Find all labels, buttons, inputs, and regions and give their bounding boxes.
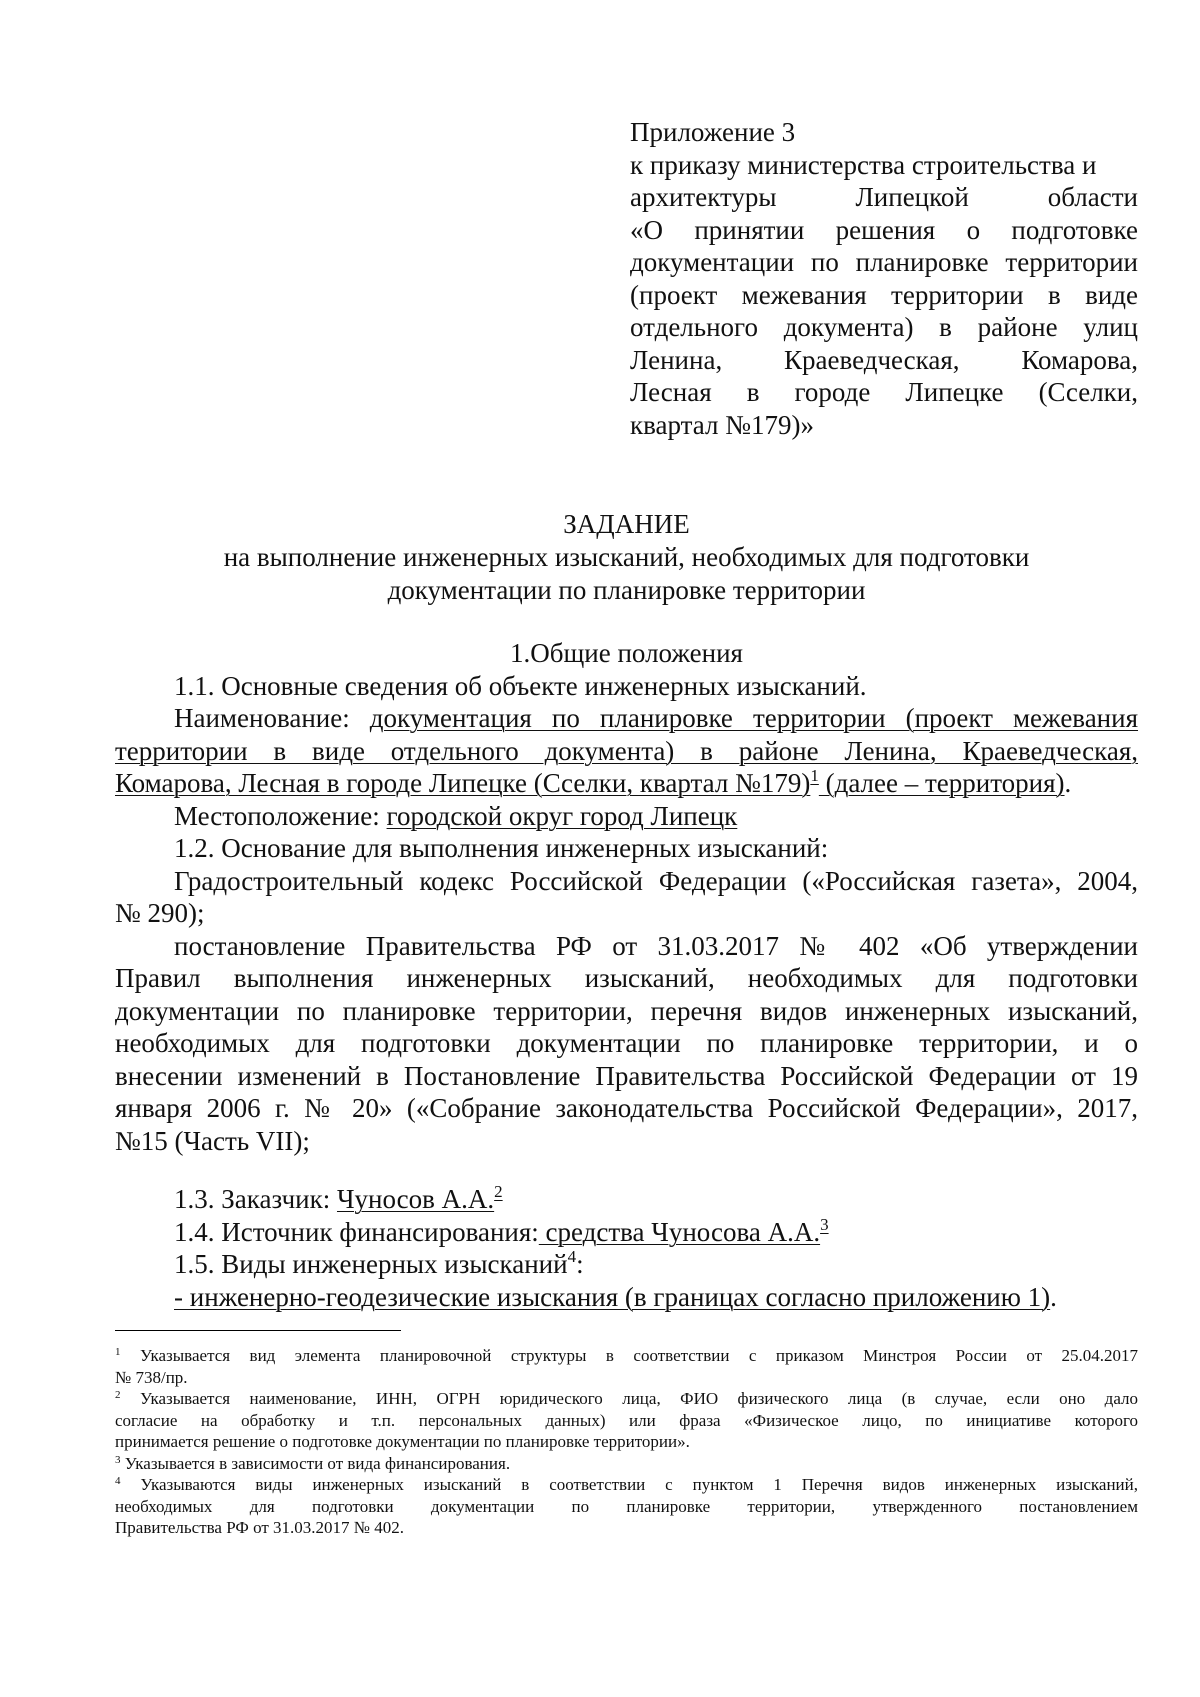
basis-line: января 2006 г. № 20» («Собрание законодательства Российской Федерации», 2017, <box>115 1093 1138 1123</box>
appendix-line: Лесная в городе Липецке (Сселки, <box>630 377 1138 407</box>
clause-1-5 <box>115 1248 1138 1281</box>
appendix-block <box>630 116 1138 441</box>
customer-value: Чуносов А.А. <box>336 1184 495 1214</box>
name-line <box>115 767 1138 800</box>
name-label: Наименование: <box>174 703 370 733</box>
appendix-line: архитектуры Липецкой области <box>630 182 1138 212</box>
clause-1-3 <box>115 1183 1138 1216</box>
name-line: территории в виде отдельного документа) в районе Ленина, Краеведческая, <box>115 735 1138 766</box>
basis-line: постановление Правительства РФ от 31.03.2017 № 402 «Об утверждении <box>174 930 1138 961</box>
footnotes <box>115 1345 1138 1539</box>
name-value: Комарова, Лесная в городе Липецке (Сселки, квартал №179) <box>115 768 811 798</box>
appendix-line: документации по планировке территории <box>630 247 1138 277</box>
section-body <box>115 637 1138 1313</box>
customer-label: 1.3. Заказчик: <box>174 1184 337 1214</box>
footnote-ref: 1 <box>810 766 819 785</box>
clause-1-2: 1.2. Основание для выполнения инженерных изысканий: <box>174 833 829 863</box>
footnote-line: необходимых для подготовки документации по планировке территории, утвержденного постановлением <box>115 1496 1138 1516</box>
footnote-separator <box>115 1330 401 1331</box>
basis-line: Правил выполнения инженерных изысканий, необходимых для подготовки <box>115 963 1138 993</box>
location-line <box>115 800 1138 833</box>
appendix-line: Ленина, Краеведческая, Комарова, <box>630 344 1138 375</box>
name-value: документация по планировке территории (проект межевания <box>369 703 1139 733</box>
footnote-text: Указываются виды инженерных изысканий в соответствии с пунктом 1 Перечня видов инженерных изысканий, <box>120 1475 1138 1494</box>
footnote-line <box>115 1474 1138 1496</box>
basis-line: Градостроительный кодекс Российской Федерации («Российская газета», 2004, <box>174 865 1138 896</box>
survey-item <box>115 1281 1138 1314</box>
clause-1-4 <box>115 1216 1138 1249</box>
document-subtitle: на выполнение инженерных изысканий, необходимых для подготовки <box>223 542 1030 572</box>
footnote-text: Указывается в зависимости от вида финансирования. <box>120 1453 511 1473</box>
appendix-line: к приказу министерства строительства и <box>630 149 1097 180</box>
footnote-text: Указывается вид элемента планировочной структуры в соответствии с приказом Минстроя России от 25.04.2017 <box>120 1346 1138 1365</box>
basis-line: необходимых для подготовки документации по планировке территории, и о <box>115 1028 1138 1058</box>
footnote-number: 1 <box>115 1346 121 1358</box>
footnote-ref: 4 <box>567 1247 577 1266</box>
location-label: Местоположение: <box>174 800 387 831</box>
funding-value: средства Чуносова А.А. <box>538 1216 821 1247</box>
survey-item-text: - инженерно-геодезические изыскания (в границах согласно приложению 1) <box>174 1281 1051 1312</box>
basis-line: документации по планировке территории, перечня видов инженерных изысканий, <box>115 995 1138 1026</box>
footnote-line <box>115 1345 1138 1367</box>
footnote-number: 4 <box>115 1475 121 1487</box>
footnote-number: 2 <box>115 1389 121 1401</box>
basis-line: внесении изменений в Постановление Правительства Российской Федерации от 19 <box>115 1060 1138 1091</box>
footnote-line: Правительства РФ от 31.03.2017 № 402. <box>115 1518 404 1537</box>
location-value: городской округ город Липецк <box>386 800 738 831</box>
name-line <box>115 702 1138 735</box>
footnote-ref: 2 <box>494 1182 503 1201</box>
footnote-line <box>115 1388 1138 1410</box>
footnote-line: принимается решение о подготовке документации по планировке территории». <box>115 1432 690 1451</box>
document-subtitle: документации по планировке территории <box>387 575 866 605</box>
basis-line: №15 (Часть VII); <box>115 1125 310 1156</box>
clause-1-1: 1.1. Основные сведения об объекте инженерных изысканий. <box>174 670 867 701</box>
footnote-line <box>115 1453 1138 1475</box>
footnote-text: Указывается наименование, ИНН, ОГРН юридического лица, ФИО физического лица (в случае, если оно дало <box>120 1389 1138 1408</box>
appendix-line: отдельного документа) в районе улиц <box>630 312 1138 342</box>
appendix-line: «О принятии решения о подготовке <box>630 214 1138 245</box>
punct: . <box>1050 1281 1057 1312</box>
spacer <box>115 1157 1138 1183</box>
appendix-line: Приложение 3 <box>630 117 796 147</box>
name-value: (далее – территория) <box>818 768 1065 798</box>
survey-types-label: 1.5. Виды инженерных изысканий <box>174 1249 568 1279</box>
footnote-line: согласие на обработку и т.п. персональных данных) или фраза «Физическое лицо, по инициативе которого <box>115 1410 1138 1430</box>
footnote-number: 3 <box>115 1453 121 1466</box>
appendix-line: (проект межевания территории в виде <box>630 279 1138 310</box>
appendix-line: квартал №179)» <box>630 409 814 440</box>
footnote-line: № 738/пр. <box>115 1367 188 1387</box>
punct: . <box>1064 768 1072 798</box>
funding-label: 1.4. Источник финансирования: <box>174 1216 539 1247</box>
footnote-ref: 3 <box>820 1214 829 1234</box>
section-heading: 1.Общие положения <box>510 638 743 668</box>
punct: : <box>576 1249 584 1279</box>
document-title: ЗАДАНИЕ <box>563 509 690 539</box>
basis-line: № 290); <box>115 898 205 928</box>
